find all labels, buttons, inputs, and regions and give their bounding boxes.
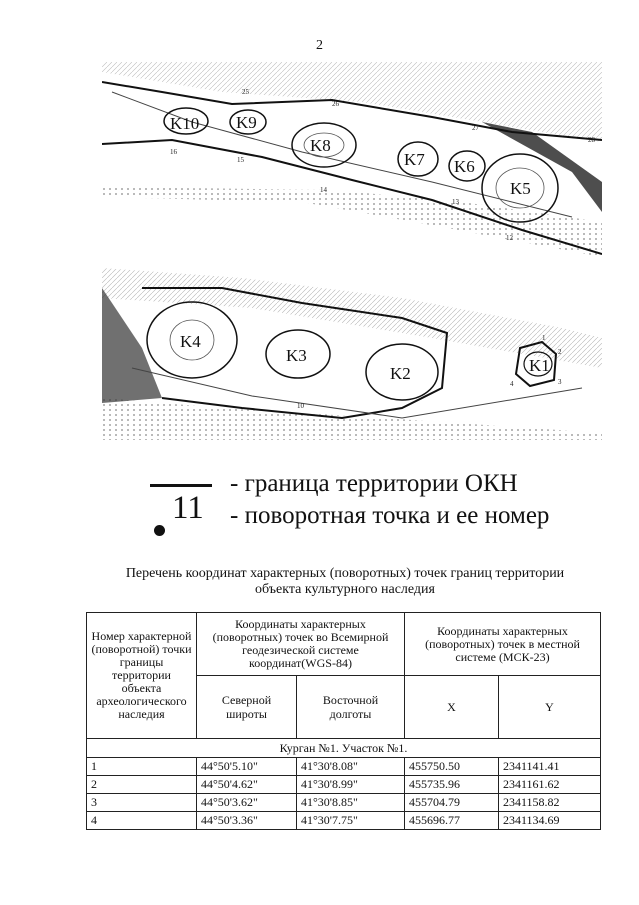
map-label-k9: K9 [236, 113, 257, 132]
cell-number: 1 [87, 758, 197, 776]
table-header-row [87, 613, 601, 676]
cell-x: 455704.79 [405, 794, 499, 812]
cell-longitude: 41°30'8.85" [297, 794, 405, 812]
table-row [87, 794, 601, 812]
map-point-number: 10 [297, 402, 304, 410]
header-point-number: Номер характерной (поворотной) точки границы территории объекта археологического наследия [87, 613, 197, 739]
map-point-number: 15 [237, 156, 244, 164]
cell-y: 2341161.62 [499, 776, 601, 794]
map-label-k2: K2 [390, 364, 411, 383]
map-point-number: 1 [542, 334, 546, 342]
cell-y: 2341141.41 [499, 758, 601, 776]
legend-point-text: - поворотная точка и ее номер [230, 502, 550, 529]
map-label-k7: K7 [404, 150, 425, 169]
table-row [87, 776, 601, 794]
map-point-number: 16 [170, 148, 177, 156]
header-longitude: Восточной долготы [297, 676, 405, 739]
map-fragment-bottom [102, 268, 602, 440]
cell-longitude: 41°30'8.08" [297, 758, 405, 776]
map-label-k8: K8 [310, 136, 331, 155]
cell-x: 455735.96 [405, 776, 499, 794]
cell-x: 455750.50 [405, 758, 499, 776]
legend-point-number: 11 [172, 490, 204, 526]
table-section-row [87, 739, 601, 758]
page-number: 2 [316, 38, 323, 53]
cell-latitude: 44°50'5.10" [197, 758, 297, 776]
legend-boundary-line [150, 484, 212, 487]
map-point-number: 13 [452, 198, 459, 206]
legend-boundary-text: - граница территории ОКН [230, 470, 518, 497]
coordinates-table [86, 612, 601, 830]
header-y: Y [499, 676, 601, 739]
header-msk23: Координаты характерных (поворотных) точек в местной системе (МСК-23) [405, 613, 601, 676]
cell-latitude: 44°50'3.62" [197, 794, 297, 812]
map-label-k6: K6 [454, 157, 475, 176]
map-label-k4: K4 [180, 332, 201, 351]
header-latitude: Северной широты [197, 676, 297, 739]
map-bottom-drawing [102, 268, 602, 440]
cell-y: 2341134.69 [499, 812, 601, 830]
cell-y: 2341158.82 [499, 794, 601, 812]
table-row [87, 812, 601, 830]
map-point-number: 25 [242, 88, 249, 96]
cell-number: 2 [87, 776, 197, 794]
map-point-number: 27 [472, 124, 479, 132]
section-title: Курган №1. Участок №1. [87, 739, 601, 758]
cell-number: 3 [87, 794, 197, 812]
cell-x: 455696.77 [405, 812, 499, 830]
cell-number: 4 [87, 812, 197, 830]
header-x: X [405, 676, 499, 739]
map-label-k5: K5 [510, 179, 531, 198]
cell-latitude: 44°50'4.62" [197, 776, 297, 794]
caption-line-2: объекта культурного наследия [255, 582, 435, 597]
map-point-number: 2 [558, 348, 562, 356]
legend-point-dot [154, 525, 165, 536]
map-label-k1: K1 [529, 356, 550, 375]
map-point-number: 12 [506, 234, 513, 242]
map-top-drawing [102, 62, 602, 257]
map-label-k10: K10 [170, 114, 200, 133]
cell-latitude: 44°50'3.36" [197, 812, 297, 830]
map-fragment-top [102, 62, 602, 257]
map-point-number: 4 [510, 380, 514, 388]
cell-longitude: 41°30'7.75" [297, 812, 405, 830]
caption-line-1: Перечень координат характерных (поворотных) точек границ территории [125, 566, 565, 581]
map-label-k3: K3 [286, 346, 307, 365]
header-wgs84: Координаты характерных (поворотных) точек во Всемирной геодезической системе координат(WGS-84) [197, 613, 405, 676]
cell-longitude: 41°30'8.99" [297, 776, 405, 794]
table-row [87, 758, 601, 776]
map-point-number: 28 [588, 136, 595, 144]
map-point-number: 14 [320, 186, 327, 194]
map-point-number: 3 [558, 378, 562, 386]
map-point-number: 26 [332, 100, 339, 108]
table-caption [80, 566, 610, 598]
